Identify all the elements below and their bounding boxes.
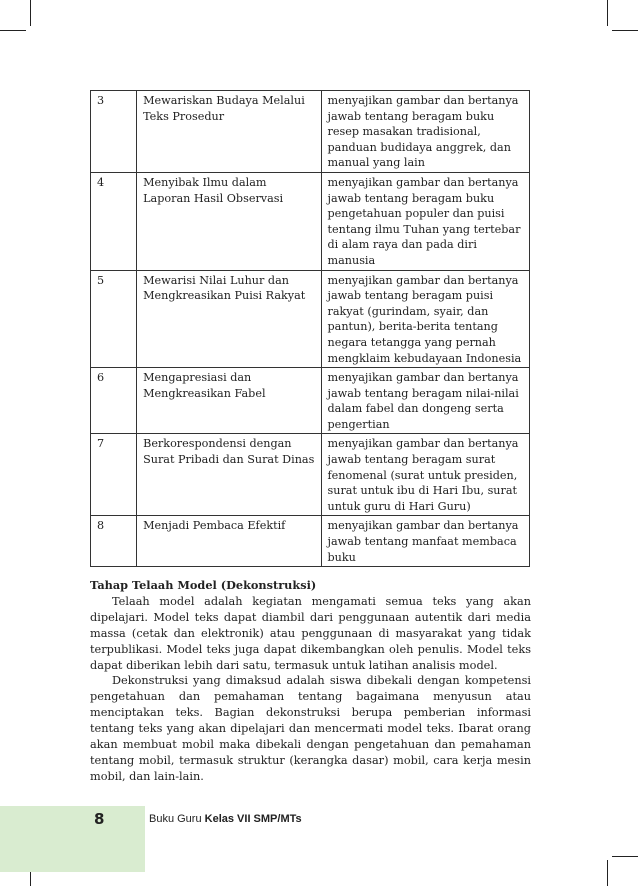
chapter-title: Menjadi Pembaca Efektif bbox=[137, 516, 321, 567]
book-title-prefix: Buku Guru bbox=[149, 813, 205, 825]
chapter-table bbox=[90, 90, 530, 567]
crop-mark bbox=[612, 30, 638, 31]
footer-accent-box bbox=[0, 806, 145, 872]
table-row bbox=[91, 516, 530, 567]
activity-description: menyajikan gambar dan bertanya jawab tentang beragam buku resep masakan tradisional, panduan budidaya anggrek, dan manual yang lain bbox=[321, 91, 530, 173]
activity-description: menyajikan gambar dan bertanya jawab tentang beragam surat fenomenal (surat untuk presiden, surat untuk ibu di Hari Ibu, surat untuk guru di Hari Guru) bbox=[321, 434, 530, 516]
activity-description: menyajikan gambar dan bertanya jawab tentang beragam puisi rakyat (gurindam, syair, dan pantun), berita-berita tentang negara tetangga yang pernah mengklaim kebudayaan Indonesia bbox=[321, 270, 530, 368]
chapter-title: Menyibak Ilmu dalam Laporan Hasil Observasi bbox=[137, 172, 321, 270]
table-row bbox=[91, 172, 530, 270]
crop-mark bbox=[0, 30, 26, 31]
activity-description: menyajikan gambar dan bertanya jawab tentang beragam buku pengetahuan populer dan puisi tentang ilmu Tuhan yang tertebar di alam raya dan pada diri manusia bbox=[321, 172, 530, 270]
table-row bbox=[91, 434, 530, 516]
activity-description: menyajikan gambar dan bertanya jawab tentang manfaat membaca buku bbox=[321, 516, 530, 567]
table-row bbox=[91, 91, 530, 173]
crop-mark bbox=[607, 0, 608, 26]
chapter-title: Mengapresiasi dan Mengkreasikan Fabel bbox=[137, 368, 321, 434]
body-paragraph: Telaah model adalah kegiatan mengamati semua teks yang akan dipelajari. Model teks dapat diambil dari penggunaan autentik dari media massa (cetak dan elektronik) atau penggunaan di masyarakat yang tidak terpublikasi. Model teks juga dapat dikembangkan oleh penulis. Model teks dapat diberikan lebih dari satu, termasuk untuk latihan analisis model. bbox=[90, 594, 531, 672]
crop-mark bbox=[30, 0, 31, 26]
row-number: 8 bbox=[91, 516, 137, 567]
row-number: 6 bbox=[91, 368, 137, 434]
running-footer bbox=[149, 813, 302, 825]
row-number: 7 bbox=[91, 434, 137, 516]
crop-mark bbox=[607, 860, 608, 886]
book-title-grade: Kelas VII SMP/MTs bbox=[204, 813, 302, 825]
table-row bbox=[91, 270, 530, 368]
activity-description: menyajikan gambar dan bertanya jawab tentang beragam nilai-nilai dalam fabel dan dongeng serta pengertian bbox=[321, 368, 530, 434]
chapter-title: Berkorespondensi dengan Surat Pribadi dan Surat Dinas bbox=[137, 434, 321, 516]
row-number: 5 bbox=[91, 270, 137, 368]
body-paragraph: Dekonstruksi yang dimaksud adalah siswa dibekali dengan kompetensi pengetahuan dan pemahaman tentang bagaimana menyusun atau menciptakan teks. Bagian dekonstruksi berupa pemberian informasi tentang teks yang akan dipelajari dan mencermati model teks. Ibarat orang akan membuat mobil maka dibekali dengan pengetahuan dan pemahaman tentang mobil, termasuk struktur (kerangka dasar) mobil, cara kerja mesin mobil, dan lain-lain. bbox=[90, 674, 531, 783]
chapter-title: Mewarisi Nilai Luhur dan Mengkreasikan Puisi Rakyat bbox=[137, 270, 321, 368]
page-number: 8 bbox=[94, 810, 105, 828]
row-number: 4 bbox=[91, 172, 137, 270]
table-row bbox=[91, 368, 530, 434]
deconstruction-section bbox=[90, 578, 531, 785]
crop-mark bbox=[612, 856, 638, 857]
row-number: 3 bbox=[91, 91, 137, 173]
section-heading: Tahap Telaah Model (Dekonstruksi) bbox=[90, 578, 317, 592]
chapter-title: Mewariskan Budaya Melalui Teks Prosedur bbox=[137, 91, 321, 173]
